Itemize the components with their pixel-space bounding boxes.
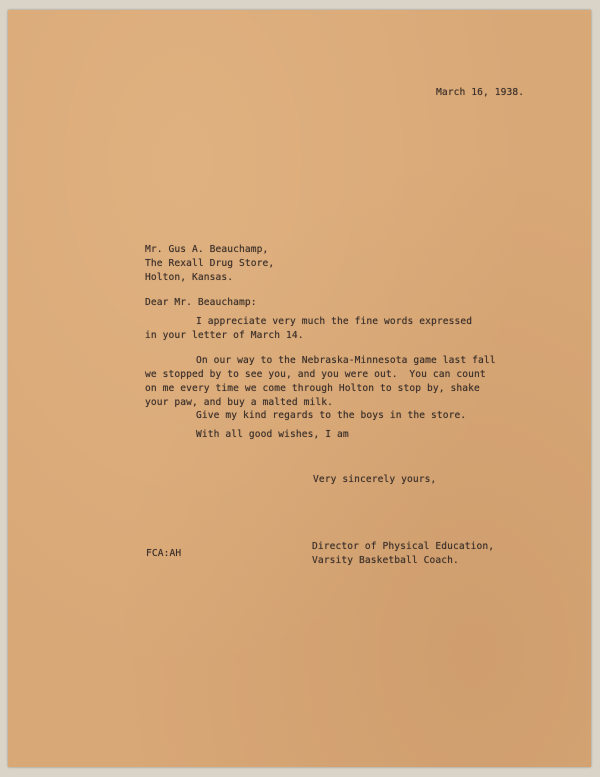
letter-date: March 16, 1938. xyxy=(436,87,525,98)
paragraph-2-line-1: On our way to the Nebraska-Minnesota game last fall xyxy=(196,355,496,366)
paragraph-4: With all good wishes, I am xyxy=(196,429,349,440)
paragraph-1-line-1: I appreciate very much the fine words expressed xyxy=(196,316,473,327)
letter-page xyxy=(8,10,591,767)
paragraph-2-line-3: on me every time we come through Holton to stop by, shake xyxy=(145,383,480,394)
recipient-name: Mr. Gus A. Beauchamp, xyxy=(145,244,269,255)
recipient-city: Holton, Kansas. xyxy=(145,272,234,283)
reference-initials: FCA:AH xyxy=(146,548,182,559)
signature-title-2: Varsity Basketball Coach. xyxy=(312,555,459,566)
paragraph-2-line-2: we stopped by to see you, and you were out. You can count xyxy=(145,369,486,380)
closing: Very sincerely yours, xyxy=(313,474,437,485)
signature-title-1: Director of Physical Education, xyxy=(312,541,495,552)
recipient-company: The Rexall Drug Store, xyxy=(145,258,275,269)
paragraph-3: Give my kind regards to the boys in the store. xyxy=(196,410,467,421)
paragraph-1-line-2: in your letter of March 14. xyxy=(145,330,304,341)
paragraph-2-line-4: your paw, and buy a malted milk. xyxy=(145,397,334,408)
salutation: Dear Mr. Beauchamp: xyxy=(145,297,257,308)
